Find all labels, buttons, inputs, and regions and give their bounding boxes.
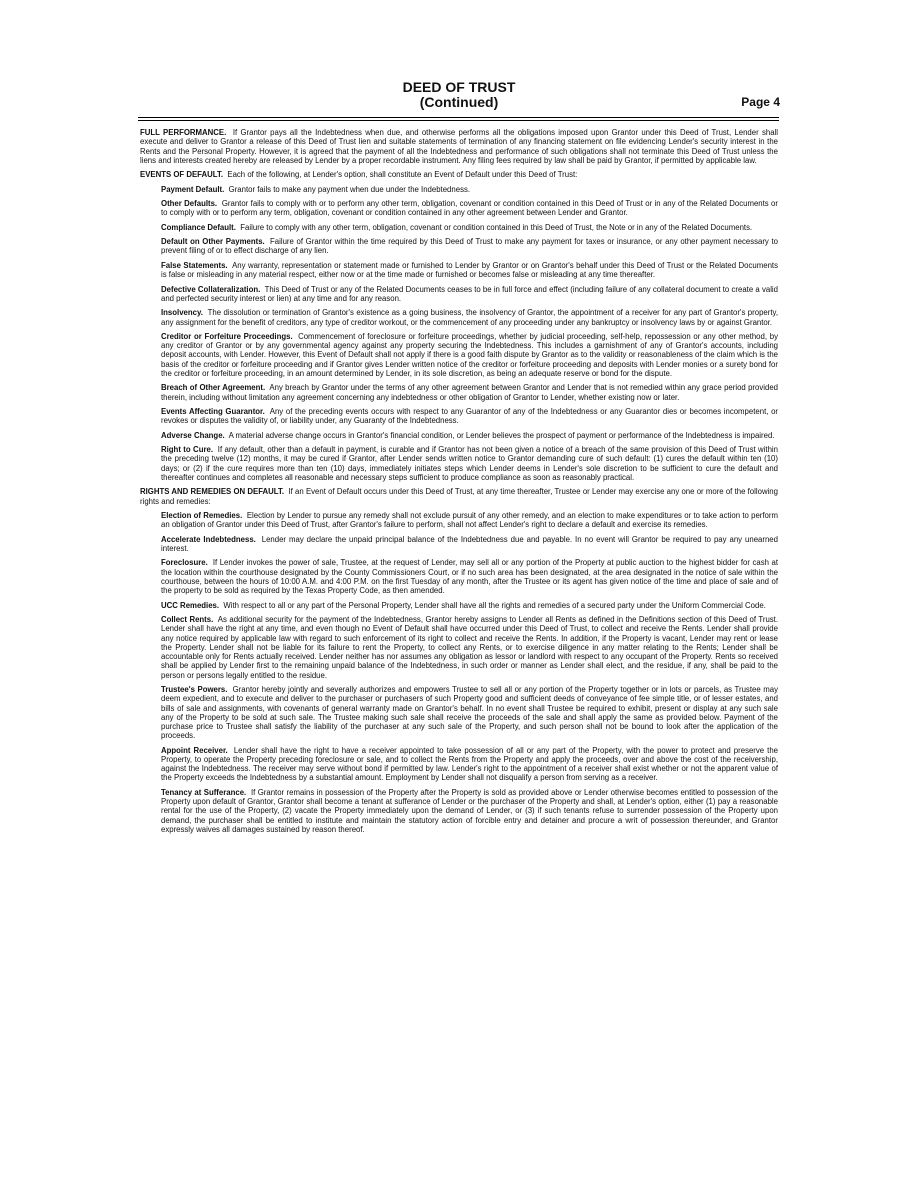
clause-insolvency xyxy=(161,308,778,327)
clause-text: If Lender invokes the power of sale, Trustee, at the request of Lender, may sell all or any portion of the Property at public auction to the highest bidder for cash at the location within the courthouse designated by the County Commissioners Court, or if no such area has been designated, at the area designated in the notice of sale within the courthouse, between the hours of 10:00 A.M. and 4:00 P.M. on the first Tuesday of any month, after the Trustee or its agent has given notice of the time and place of sale and of the property to be sold as required by the Texas Property Code, as then amended. xyxy=(161,558,778,596)
clause-heading: Breach of Other Agreement. xyxy=(161,383,266,393)
clause-heading: False Statements. xyxy=(161,260,228,270)
clause-accelerate-indebtedness xyxy=(161,535,778,554)
clause-text: With respect to all or any part of the Personal Property, Lender shall have all the rights and remedies of a secured party under the Uniform Commercial Code. xyxy=(223,600,766,610)
clause-heading: Tenancy at Sufferance. xyxy=(161,787,247,797)
clause-heading: Other Defaults. xyxy=(161,199,218,209)
clause-heading: Right to Cure. xyxy=(161,445,213,455)
clause-heading: Compliance Default. xyxy=(161,222,236,232)
clause-heading: UCC Remedies. xyxy=(161,600,220,610)
page-header xyxy=(0,80,918,114)
clause-payment-default xyxy=(161,185,778,194)
document-subtitle: (Continued) xyxy=(419,94,499,110)
clause-heading: Appoint Receiver. xyxy=(161,745,228,755)
section-text: If an Event of Default occurs under this Deed of Trust, at any time thereafter, Trustee or Lender may exercise any one or more of the following rights and remedies: xyxy=(140,487,778,506)
clause-text: Commencement of foreclosure or forfeiture proceedings, whether by judicial proceeding, self-help, repossession or any other method, by any creditor of Grantor or by any governmental agency against any property securing the Indebtedness. This includes a garnishment of any of Grantor's accounts, including deposit accounts, with Lender. However, this Event of Default shall not apply if there is a good faith dispute by Grantor as to the validity or reasonableness of the claim which is the basis of the creditor or forfeiture proceeding and if Grantor gives Lender written notice of the creditor or forfeiture proceeding and deposits with Lender monies or a surety bond for the creditor or forfeiture proceeding, in an amount determined by Lender, in its sole discretion, as being an adequate reserve or bond for the dispute. xyxy=(161,331,778,378)
clause-heading: Insolvency. xyxy=(161,308,203,318)
header-rule-bottom xyxy=(138,120,779,121)
clause-heading: Defective Collateralization. xyxy=(161,284,261,294)
clause-right-to-cure xyxy=(161,445,778,482)
section-full-performance xyxy=(140,128,778,165)
clause-heading: Accelerate Indebtedness. xyxy=(161,534,256,544)
title-block xyxy=(0,80,918,110)
clause-heading: Default on Other Payments. xyxy=(161,237,265,247)
clause-ucc-remedies xyxy=(161,601,778,610)
document-title: DEED OF TRUST xyxy=(402,79,516,95)
clause-text: This Deed of Trust or any of the Related Documents ceases to be in full force and effect (including failure of any collateral document to create a valid and perfected security interest or lien) at any time and for any reason. xyxy=(161,284,778,303)
clause-text: Grantor fails to comply with or to perform any other term, obligation, covenant or condition contained in this Deed of Trust or in any of the Related Documents or to comply with or to perform any term, obligation, covenant or condition contained in any other agreement between Lender and Grantor. xyxy=(161,199,778,218)
clause-tenancy-at-sufferance xyxy=(161,788,778,834)
clause-events-affecting-guarantor xyxy=(161,407,778,426)
section-text: If Grantor pays all the Indebtedness when due, and otherwise performs all the obligations imposed upon Grantor under this Deed of Trust, Lender shall execute and deliver to Grantor a release of this Deed of Trust lien and suitable statements of termination of any financing statement on file evidencing Lender's security interest in the Rents and the Personal Property. However, it is agreed that the payment of all the Indebtedness and performance of such obligations shall not terminate this Deed of Trust unless the liens and interests created hereby are released by Lender by a proper recordable instrument. Any filing fees required by law shall be paid by Grantor, if permitted by applicable law. xyxy=(140,128,778,165)
clause-heading: Adverse Change. xyxy=(161,430,225,440)
page-number: Page 4 xyxy=(741,95,780,109)
clause-text: Any of the preceding events occurs with respect to any Guarantor of any of the Indebtedness or any Guarantor dies or becomes incompetent, or revokes or disputes the validity of, or liability under, any Guaranty of the Indebtedness. xyxy=(161,407,778,426)
section-heading: EVENTS OF DEFAULT. xyxy=(140,170,224,180)
clause-heading: Creditor or Forfeiture Proceedings. xyxy=(161,331,293,341)
clause-text: Any warranty, representation or statement made or furnished to Lender by Grantor or on Grantor's behalf under this Deed of Trust or the Related Documents is false or misleading in any material respect, either now or at the time made or furnished or becomes false or misleading at any time thereafter. xyxy=(161,260,778,280)
section-heading: FULL PERFORMANCE. xyxy=(140,128,227,137)
clause-heading: Election of Remedies. xyxy=(161,511,243,521)
clause-text: The dissolution or termination of Grantor's existence as a going business, the insolvency of Grantor, the appointment of a receiver for any part of Grantor's property, any assignment for the benefit of creditors, any type of creditor workout, or the commencement of any proceeding under any bankruptcy or insolvency laws by or against Grantor. xyxy=(161,308,778,327)
clause-foreclosure xyxy=(161,558,778,595)
clause-text: As additional security for the payment of the Indebtedness, Grantor hereby assigns to Lender all Rents as defined in the Definitions section of this Deed of Trust. Lender shall have the right at any time, and even though no Event of Default shall have occurred under this Deed of Trust, to collect and receive the Rents. Lender shall provide any notice required by applicable law with regard to such enforcement of its right to collect and receive the Rents. In addition, if the Property is vacant, Lender may rent or lease the Property. Lender shall not be liable for its failure to rent the Property, to collect any Rents, or to exercise diligence in any matter relating to the Rents; Lender shall be accountable only for Rents actually received. Lender neither has nor assumes any obligation as lessor or landlord with respect to any occupant of the Property. Rents so received shall be applied by Lender first to the remaining unpaid balance of the Indebtedness, in such order or manner as Lender shall elect, and the residue, if any, shall be paid to the person or persons legally entitled to the residue. xyxy=(161,615,779,680)
clause-election-of-remedies xyxy=(161,511,778,530)
clause-text: Lender shall have the right to have a receiver appointed to take possession of all or any part of the Property, with the power to protect and preserve the Property, to operate the Property preceding foreclosure or sale, and to collect the Rents from the Property and apply the proceeds, over and above the cost of the receivership, against the Indebtedness. The receiver may serve without bond if permitted by law. Lender's right to the appointment of a receiver shall exist whether or not the apparent value of the Property exceeds the Indebtedness by a substantial amount. Employment by Lender shall not disqualify a person from serving as a receiver. xyxy=(161,745,778,783)
clause-creditor-forfeiture xyxy=(161,332,778,378)
clause-text: Failure of Grantor within the time required by this Deed of Trust to make any payment for taxes or insurance, or any other payment necessary to prevent filing of or to effect discharge of any lien. xyxy=(161,237,778,256)
clause-text: Grantor fails to make any payment when due under the Indebtedness. xyxy=(228,184,471,194)
section-text: Each of the following, at Lender's option, shall constitute an Event of Default under this Deed of Trust: xyxy=(227,170,578,180)
clause-other-defaults xyxy=(161,199,778,218)
clause-collect-rents xyxy=(161,615,778,680)
clause-heading: Events Affecting Guarantor. xyxy=(161,407,265,417)
clause-text: If Grantor remains in possession of the Property after the Property is sold as provided above or Lender otherwise becomes entitled to possession of the Property upon default of Grantor, Grantor shall become a tenant at sufferance of Lender or the purchaser of the Property and shall, at Lender's option, either (1) pay a reasonable rental for the use of the Property, (2) vacate the Property immediately upon the demand of Lender, or (3) if such tenants refuse to surrender possession of the Property upon demand, the purchaser shall be entitled to institute and maintain the statutory action of forcible entry and detainer and procure a writ of possession thereunder, and Grantor expressly waives all damages sustained by reason thereof. xyxy=(161,787,778,834)
clause-heading: Trustee's Powers. xyxy=(161,685,228,694)
clause-heading: Foreclosure. xyxy=(161,558,208,568)
clause-text: Failure to comply with any other term, obligation, covenant or condition contained in this Deed of Trust, the Note or in any of the Related Documents. xyxy=(240,222,753,232)
clause-appoint-receiver xyxy=(161,746,778,783)
clause-heading: Payment Default. xyxy=(161,184,225,194)
clause-text: Any breach by Grantor under the terms of any other agreement between Grantor and Lender that is not remedied within any grace period provided therein, including without limitation any agreement concerning any indebtedness or other obligation of Grantor to Lender, whether existing now or later. xyxy=(161,383,778,402)
clause-defective-collateralization xyxy=(161,285,778,304)
clause-default-on-other-payments xyxy=(161,237,778,256)
clause-false-statements xyxy=(161,261,778,280)
section-events-of-default xyxy=(140,170,778,179)
clause-breach-other-agreement xyxy=(161,383,778,402)
header-rule-top xyxy=(138,117,779,118)
section-rights-and-remedies xyxy=(140,487,778,506)
clause-adverse-change xyxy=(161,431,778,440)
clause-text: Election by Lender to pursue any remedy shall not exclude pursuit of any other remedy, and an election to make expenditures or to take action to perform an obligation of Grantor under this Deed of Trust, after Grantor's failure to perform, shall not affect Lender's right to declare a default and exercise its remedies. xyxy=(161,511,778,530)
clause-text: A material adverse change occurs in Grantor's financial condition, or Lender believes the prospect of payment or performance of the Indebtedness is impaired. xyxy=(228,430,775,440)
clause-text: If any default, other than a default in payment, is curable and if Grantor has not been given a notice of a breach of the same provision of this Deed of Trust within the preceding twelve (12) months, it may be cured if Grantor, after Lender sends written notice to Grantor demanding cure of such default: (1) cures the default within ten (10) days; or (2) if the cure requires more than ten (10) days, immediately initiates steps which Lender deems in Lender's sole discretion to be sufficient to cure the default and thereafter continues and completes all reasonable and necessary steps sufficient to produce compliance as soon as reasonably practical. xyxy=(161,445,778,482)
clause-text: Lender may declare the unpaid principal balance of the Indebtedness due and payable. In no event will Grantor be required to pay any unearned interest. xyxy=(161,534,778,553)
clause-trustees-powers xyxy=(161,685,778,741)
clause-heading: Collect Rents. xyxy=(161,615,214,625)
clause-text: Grantor hereby jointly and severally authorizes and empowers Trustee to sell all or any portion of the Property together or in lots or parcels, as Trustee may deem expedient, and to execute and deliver to the purchaser or purchasers of such Property good and sufficient deeds of conveyance of fee simple title, or of lesser estates, and bills of sale and assignments, with covenants of general warranty made on Grantor's behalf. In no event shall Trustee be required to exhibit, present or display at any such sale any of the Property to be sold at such sale. The Trustee making such sale shall receive the proceeds of the sale and shall apply the same as provided below. Payment of the purchase price to Trustee shall satisfy the liability of the purchaser at any such sale of the Property, and such person shall not be bound to look after the application of the proceeds. xyxy=(161,685,778,741)
document-body xyxy=(140,128,778,839)
section-heading: RIGHTS AND REMEDIES ON DEFAULT. xyxy=(140,487,285,497)
clause-compliance-default xyxy=(161,223,778,232)
